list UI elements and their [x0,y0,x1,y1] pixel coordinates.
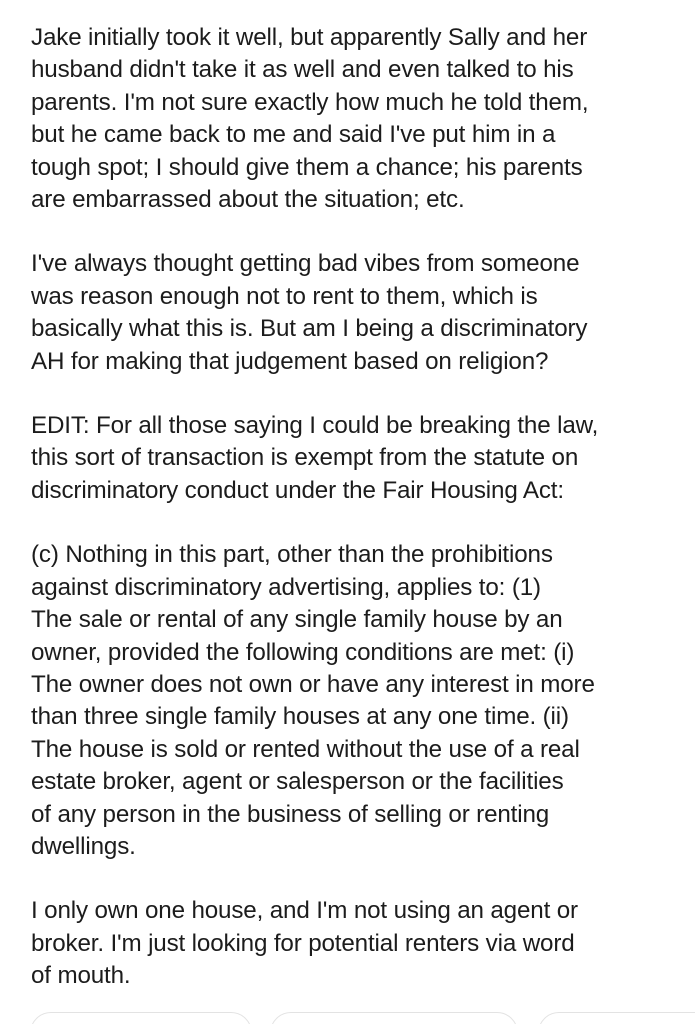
share-button[interactable] [538,1012,695,1024]
post-paragraph: (c) Nothing in this part, other than the prohibitions against discriminatory advertising, applies to: (1) The sale or rental of any single family house by an owner, provided the following conditions are met: (i) The owner does not own or have any interest in more than three single family houses at any one time. (ii) The house is sold or rented without the use of a real estate broker, agent or salesperson or the facilities of any person in the business of selling or renting dwellings. [31,541,595,860]
post-paragraph: EDIT: For all those saying I could be breaking the law, this sort of transaction is exempt from the statute on discriminatory conduct under the Fair Housing Act: [31,412,599,504]
vote-button[interactable] [30,1012,252,1024]
post-paragraph: I only own one house, and I'm not using an agent or broker. I'm just looking for potential renters via word of mouth. [31,897,578,990]
comments-button[interactable] [270,1012,518,1024]
post-action-bar [0,1008,695,1024]
post-paragraph: Jake initially took it well, but apparently Sally and her husband didn't take it as well and even talked to his parents. I'm not sure exactly how much he told them, but he came back to me and said I've put him in a tough spot; I should give them a chance; his parents are embarrassed about the situation; etc. [31,24,589,214]
post-paragraph: I've always thought getting bad vibes from someone was reason enough not to rent to them, which is basically what this is. But am I being a discriminatory AH for making that judgement based on religion? [31,250,588,375]
post-body [31,22,671,993]
